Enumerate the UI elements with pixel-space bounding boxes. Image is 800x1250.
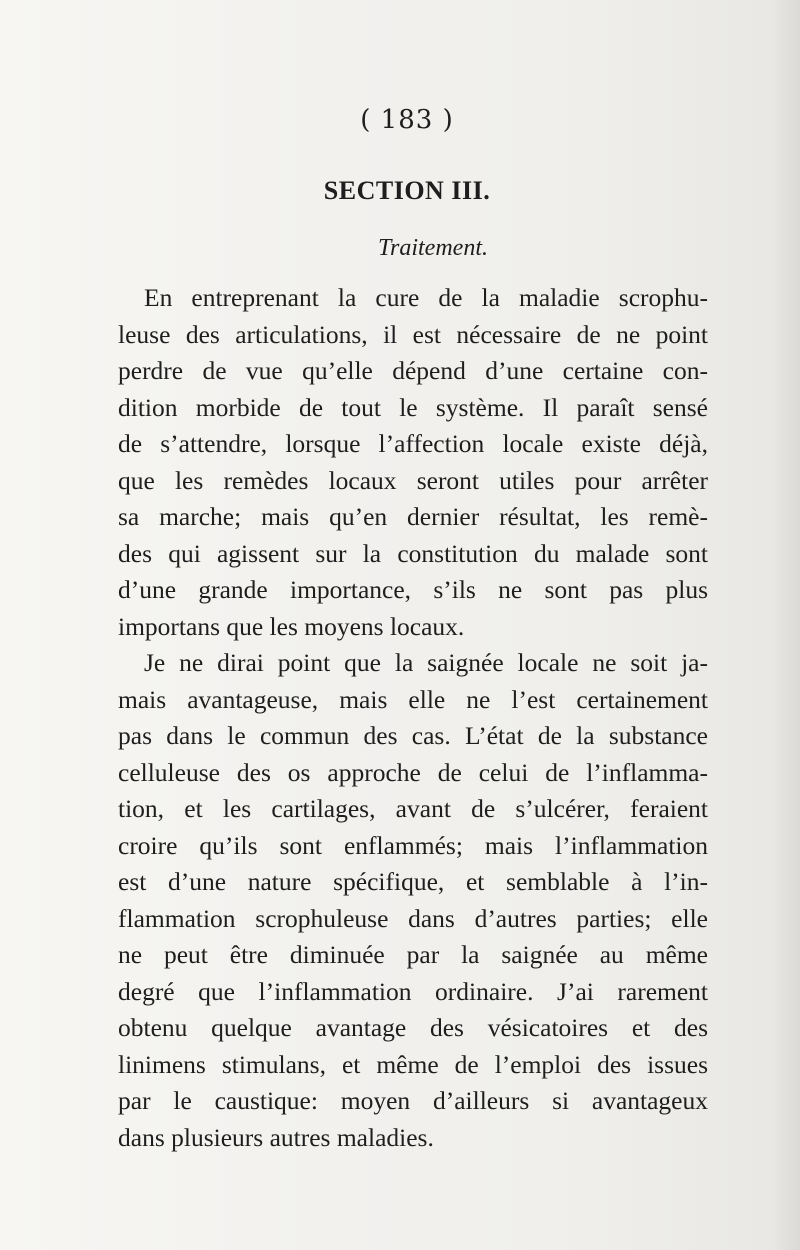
text-line: pas dans le commun des cas. L’état de la substance: [118, 721, 708, 750]
text-line: perdre de vue qu’elle dépend d’une certaine con-: [118, 356, 708, 385]
text-line: dans plusieurs autres maladies.: [118, 1122, 434, 1152]
text-line: celluleuse des os approche de celui de l’inflamma-: [118, 757, 708, 787]
text-line: importans que les moyens locaux.: [118, 611, 465, 641]
text-line: ne peut être diminuée par la saignée au même: [118, 940, 708, 969]
text-line: est d’une nature spécifique, et semblable à l’in-: [118, 867, 708, 896]
text-line: que les remèdes locaux seront utiles pour arrêter: [118, 465, 708, 495]
paragraph-1: [118, 280, 708, 645]
text-line: de s’attendre, lorsque l’affection locale existe déjà,: [118, 429, 708, 458]
page-number: ( 183 ): [360, 105, 454, 135]
text-line: linimens stimulans, et même de l’emploi des issues: [118, 1049, 708, 1079]
text-line: Je ne dirai point que la saignée locale ne soit ja-: [144, 648, 708, 677]
text-line: obtenu quelque avantage des vésicatoires et des: [118, 1013, 708, 1042]
text-line: par le caustique: moyen d’ailleurs si avantageux: [118, 1086, 708, 1115]
section-heading: SECTION III.: [323, 176, 491, 205]
text-line: leuse des articulations, il est nécessaire de ne point: [118, 319, 708, 349]
text-line: sa marche; mais qu’en dernier résultat, les remè-: [118, 502, 708, 531]
text-line: des qui agissent sur la constitution du malade sont: [118, 538, 708, 568]
text-line: En entreprenant la cure de la maladie scrophu-: [144, 283, 708, 312]
subheading: Traitement.: [377, 235, 488, 261]
text-line: degré que l’inflammation ordinaire. J’ai rarement: [118, 976, 708, 1006]
text-line: flammation scrophuleuse dans d’autres parties; elle: [118, 903, 708, 933]
page-edge-shadow: [770, 0, 800, 1250]
text-line: dition morbide de tout le système. Il paraît sensé: [118, 392, 708, 422]
text-line: tion, et les cartilages, avant de s’ulcérer, feraient: [118, 794, 708, 823]
page-text-block: [118, 100, 708, 1156]
text-line: mais avantageuse, mais elle ne l’est certainement: [118, 684, 708, 714]
paragraph-2: [118, 645, 708, 1156]
text-line: croire qu’ils sont enflammés; mais l’inflammation: [118, 830, 708, 860]
text-line: d’une grande importance, s’ils ne sont pas plus: [118, 575, 708, 604]
